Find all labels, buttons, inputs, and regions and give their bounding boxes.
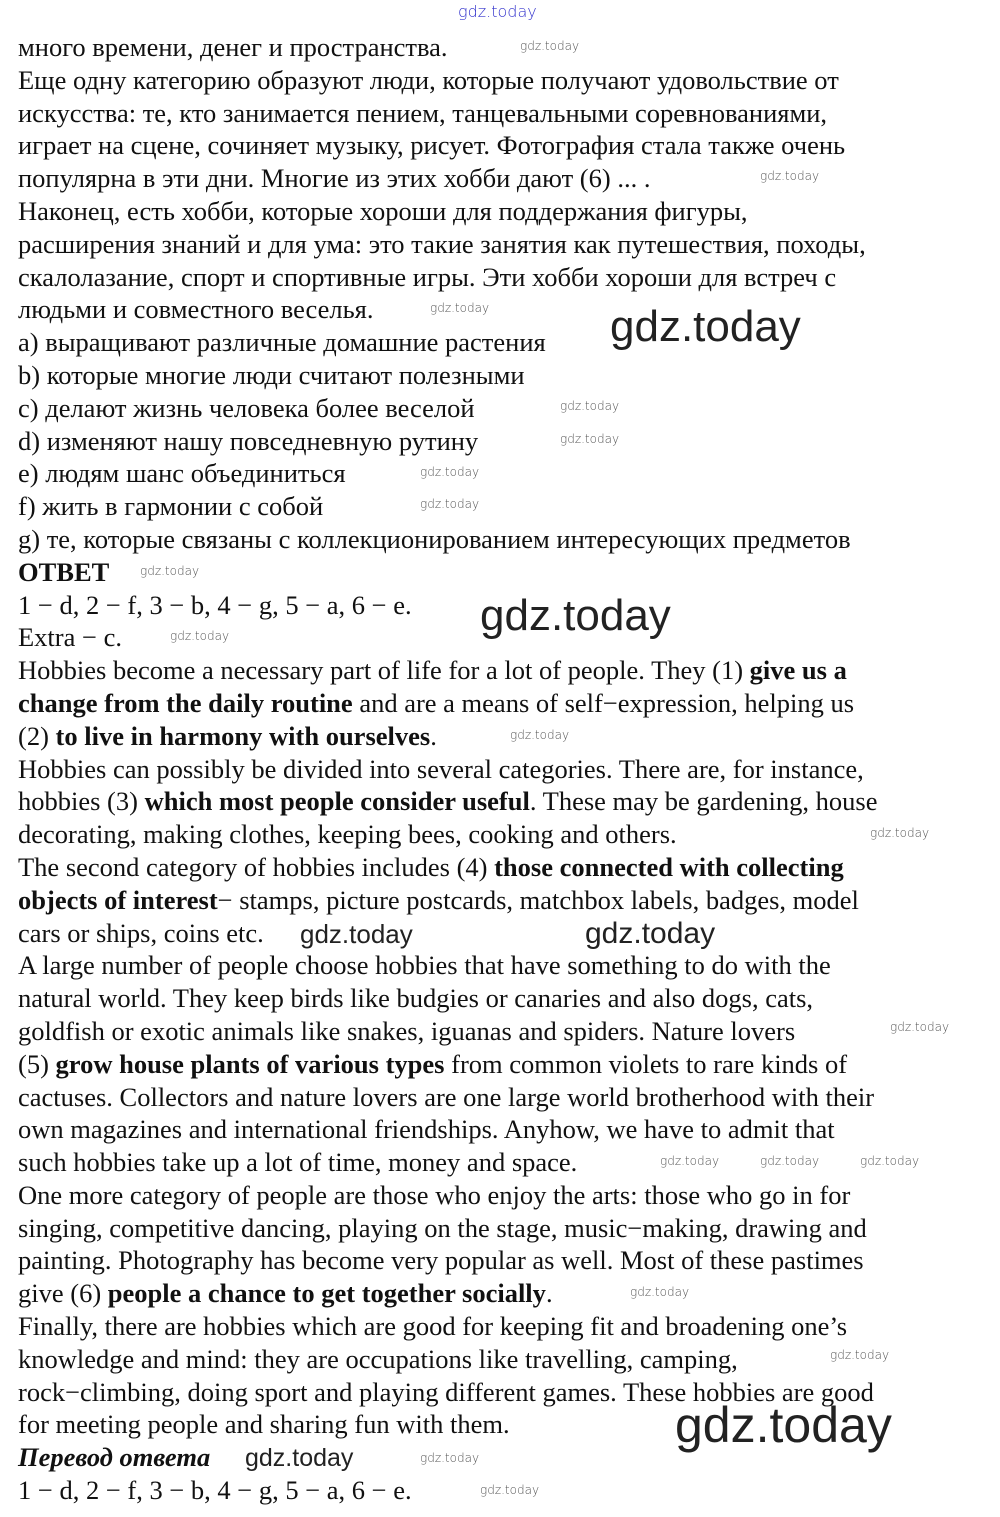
- text-segment: own magazines and international friendships. Anyhow, we have to admit that: [18, 1114, 835, 1145]
- text-segment: 1 − d, 2 − f, 3 − b, 4 − g, 5 − a, 6 − e.: [18, 1475, 412, 1506]
- text-line: [18, 589, 993, 622]
- watermark-large: gdz.today: [675, 1397, 892, 1453]
- watermark-medium: gdz.today: [585, 917, 716, 950]
- text-segment: (2): [18, 720, 56, 751]
- text-segment: Extra − c.: [18, 622, 122, 653]
- text-line: [18, 1244, 993, 1277]
- text-segment: Наконец, есть хобби, которые хороши для поддержания фигуры,: [18, 195, 748, 226]
- watermark: gdz.today: [170, 629, 230, 643]
- text-line: [18, 1441, 993, 1474]
- watermark-medium: gdz.today: [300, 919, 413, 949]
- watermark-medium: gdz.today: [245, 1444, 354, 1472]
- watermark: gdz.today: [420, 465, 480, 479]
- text-line: [18, 949, 993, 982]
- text-segment: give (6): [18, 1278, 108, 1309]
- text-line: [18, 1081, 993, 1114]
- text-segment: from common violets to rare kinds of: [444, 1048, 848, 1079]
- text-line: [18, 687, 993, 720]
- text-segment: b) которые многие люди считают полезными: [18, 359, 525, 390]
- watermark: gdz.today: [420, 1451, 480, 1465]
- text-segment: 1 − d, 2 − f, 3 − b, 4 − g, 5 − a, 6 − e.: [18, 589, 412, 620]
- watermark: gdz.today: [510, 728, 570, 742]
- text-segment: for meeting people and sharing fun with them.: [18, 1409, 510, 1440]
- watermark: gdz.today: [420, 497, 480, 511]
- text-line: [18, 654, 993, 687]
- emphasized-text: change from the daily routine: [18, 687, 353, 718]
- emphasized-text: objects of interest: [18, 884, 218, 915]
- text-line: [18, 64, 993, 97]
- text-line: [18, 31, 993, 64]
- text-segment: A large number of people choose hobbies that have something to do with the: [18, 950, 831, 981]
- text-segment: c) делают жизнь человека более веселой: [18, 392, 475, 423]
- text-segment: искусства: те, кто занимается пением, танцевальными соревнованиями,: [18, 97, 828, 128]
- text-segment: (5): [18, 1048, 56, 1079]
- text-segment: The second category of hobbies includes (4): [18, 851, 495, 882]
- text-line: [18, 851, 993, 884]
- watermark: gdz.today: [520, 39, 580, 53]
- text-segment: .: [430, 720, 437, 751]
- text-line: [18, 195, 993, 228]
- text-segment: singing, competitive dancing, playing on the stage, music−making, drawing and: [18, 1212, 867, 1243]
- text-line: [18, 359, 993, 392]
- watermark: gdz.today: [140, 564, 200, 578]
- text-line: [18, 1408, 993, 1441]
- text-line: [18, 1146, 993, 1179]
- watermark: gdz.today: [890, 1020, 950, 1034]
- watermark: gdz.today: [870, 826, 930, 840]
- text-line: [18, 457, 993, 490]
- text-segment: cactuses. Collectors and nature lovers are one large world brotherhood with their: [18, 1081, 875, 1112]
- watermark: gdz.today: [830, 1348, 890, 1362]
- text-line: [18, 621, 993, 654]
- emphasized-text: grow house plants of various types: [55, 1048, 445, 1079]
- text-segment: . These may be gardening, house: [529, 786, 878, 817]
- text-line: [18, 490, 993, 523]
- text-segment: Finally, there are hobbies which are good for keeping fit and broadening one’s: [18, 1311, 848, 1342]
- text-segment: natural world. They keep birds like budgies or canaries and also dogs, cats,: [18, 983, 814, 1014]
- text-segment: .: [545, 1278, 553, 1309]
- text-segment: painting. Photography has become very popular as well. Most of these pastimes: [18, 1245, 864, 1276]
- emphasized-text: give us a: [749, 655, 847, 686]
- text-segment: rock−climbing, doing sport and playing different games. These hobbies are good: [18, 1376, 874, 1407]
- text-line: [18, 1113, 993, 1146]
- text-line: [18, 293, 993, 326]
- emphasized-text: to live in harmony with ourselves: [55, 720, 431, 751]
- text-segment: популярна в эти дни. Многие из этих хобби дают (6) ... .: [18, 163, 651, 194]
- text-segment: decorating, making clothes, keeping bees, cooking and others.: [18, 819, 677, 850]
- text-line: [18, 523, 993, 556]
- text-line: [18, 1015, 993, 1048]
- text-segment: d) изменяют нашу повседневную рутину: [18, 425, 479, 456]
- text-segment: Еще одну категорию образуют люди, которые получают удовольствие от: [18, 64, 839, 95]
- text-segment: расширения знаний и для ума: это такие занятия как путешествия, походы,: [18, 228, 866, 259]
- text-segment: f) жить в гармонии с собой: [18, 491, 324, 522]
- text-segment: such hobbies take up a lot of time, money and space.: [18, 1147, 578, 1178]
- text-line: [18, 97, 993, 130]
- text-line: [18, 1048, 993, 1081]
- text-line: [18, 392, 993, 425]
- watermark: gdz.today: [560, 432, 620, 446]
- text-segment: g) те, которые связаны с коллекционированием интересующих предметов: [18, 523, 851, 554]
- text-segment: много времени, денег и пространства.: [18, 32, 448, 62]
- text-line: [18, 785, 993, 818]
- watermark: gdz.today: [760, 169, 820, 183]
- text-line: [18, 556, 993, 589]
- watermark: gdz.today: [760, 1154, 820, 1168]
- watermark: gdz.today: [560, 399, 620, 413]
- text-segment: hobbies (3): [18, 786, 145, 817]
- text-line: [18, 917, 993, 950]
- text-segment: One more category of people are those who enjoy the arts: those who go in for: [18, 1179, 851, 1210]
- text-line: [18, 425, 993, 458]
- text-segment: and are a means of self−expression, helping us: [352, 687, 855, 718]
- text-line: [18, 129, 993, 162]
- emphasized-text: which most people consider useful: [144, 786, 530, 817]
- watermark: gdz.today: [430, 301, 490, 315]
- text-line: [18, 720, 993, 753]
- text-line: [18, 1277, 993, 1310]
- text-line: [18, 1343, 993, 1376]
- watermark: gdz.today: [458, 2, 537, 21]
- text-line: [18, 1310, 993, 1343]
- watermark-large: gdz.today: [480, 591, 671, 640]
- text-line: [18, 228, 993, 261]
- text-line: [18, 1212, 993, 1245]
- text-segment: a) выращивают различные домашние растения: [18, 327, 546, 358]
- text-line: [18, 818, 993, 851]
- emphasized-text: those connected with collecting: [494, 851, 844, 882]
- text-segment: e) людям шанс объединиться: [18, 458, 346, 489]
- text-segment: knowledge and mind: they are occupations like travelling, camping,: [18, 1343, 738, 1374]
- text-line: [18, 1179, 993, 1212]
- text-segment: играет на сцене, сочиняет музыку, рисует. Фотография стала также очень: [18, 130, 846, 161]
- text-line: [18, 162, 993, 195]
- watermark: gdz.today: [480, 1483, 540, 1497]
- text-line: [18, 1474, 993, 1507]
- text-line: [18, 884, 993, 917]
- watermark: gdz.today: [660, 1154, 720, 1168]
- text-segment: cars or ships, coins etc.: [18, 917, 264, 948]
- watermark: gdz.today: [630, 1285, 690, 1299]
- text-segment: скалолазание, спорт и спортивные игры. Эти хобби хороши для встреч с: [18, 261, 837, 292]
- text-line: [18, 261, 993, 294]
- text-segment: goldfish or exotic animals like snakes, iguanas and spiders. Nature lovers: [18, 1015, 796, 1046]
- emphasized-text: ОТВЕТ: [18, 556, 110, 587]
- watermark: gdz.today: [860, 1154, 920, 1168]
- watermark-large: gdz.today: [610, 302, 801, 351]
- emphasized-text: Перевод ответа: [18, 1442, 211, 1473]
- text-line: [18, 1376, 993, 1409]
- emphasized-text: people a chance to get together socially: [107, 1278, 546, 1309]
- text-line: [18, 753, 993, 786]
- text-line: [18, 982, 993, 1015]
- text-segment: людьми и совместного веселья.: [18, 294, 374, 325]
- text-line: [18, 326, 993, 359]
- text-segment: − stamps, picture postcards, matchbox labels, badges, model: [217, 884, 859, 915]
- text-segment: Hobbies can possibly be divided into several categories. There are, for instance,: [18, 753, 864, 784]
- text-segment: Hobbies become a necessary part of life for a lot of people. They (1): [18, 655, 750, 686]
- document-text: [18, 31, 993, 1507]
